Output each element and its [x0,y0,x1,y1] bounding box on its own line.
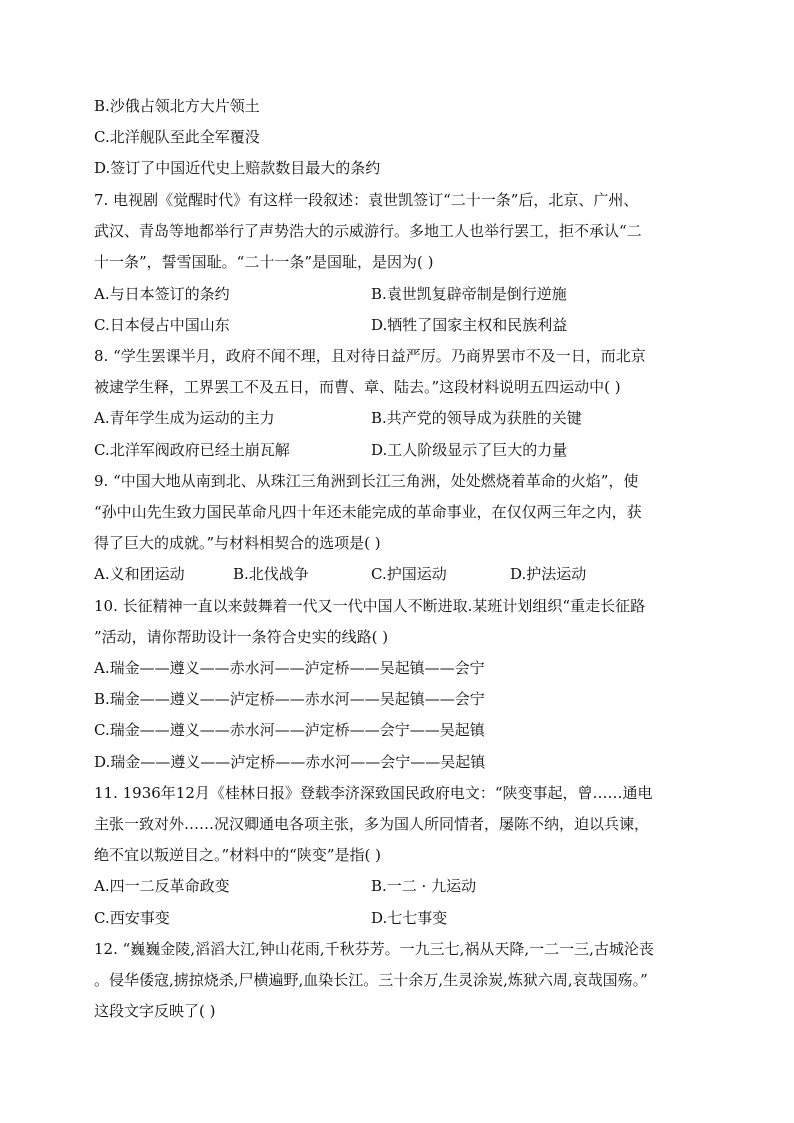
question-8-options-row-2 [94,440,698,460]
option-b: B.袁世凯复辟帝制是倒行逆施 [371,285,567,303]
option-a: A.四一二反革命政变 [94,877,230,895]
option-d: D.工人阶级显示了巨大的力量 [371,441,568,459]
question-9-line-1: 9. “中国大地从南到北、从珠江三角洲到长江三角洲，处处燃烧着革命的火焰”，使 [94,472,639,490]
option-c: C.日本侵占中国山东 [94,316,230,334]
option-d: D.瑞金——遵义——泸定桥——赤水河——会宁——吴起镇 [94,753,486,771]
option-a: A.义和团运动 [94,565,185,583]
question-7-line-3: 十一条”，誓雪国耻。“二十一条”是国耻，是因为( ) [94,253,434,271]
option-b: B.瑞金——遵义——泸定桥——赤水河——吴起镇——会宁 [94,690,485,708]
question-10-line-2: ”活动，请你帮助设计一条符合史实的线路( ) [94,628,389,646]
question-11-options-row-2 [94,908,698,928]
option-d: D.牺牲了国家主权和民族利益 [371,316,568,334]
option-a: A.青年学生成为运动的主力 [94,409,275,427]
question-9-line-3: 得了巨大的成就。”与材料相契合的选项是( ) [94,534,381,552]
option-c: C.西安事变 [94,909,170,927]
option-a: A.瑞金——遵义——赤水河——泸定桥——吴起镇——会宁 [94,659,485,677]
option-c: C.瑞金——遵义——赤水河——泸定桥——会宁——吴起镇 [94,721,485,739]
option-d: D.护法运动 [510,565,587,583]
option-c: C.北洋军阀政府已经土崩瓦解 [94,441,290,459]
question-9-line-2: “孙中山先生致力国民革命凡四十年还未能完成的革命事业，在仅仅两三年之内，获 [94,503,642,521]
question-7-options-row-1 [94,284,698,304]
question-7-line-2: 武汉、青岛等地都举行了声势浩大的示威游行。多地工人也举行罢工，拒不承认“二 [94,222,642,240]
question-12-line-1: 12. “巍巍金陵,滔滔大江,钟山花雨,千秋芬芳。一九三七,祸从天降,一二一三,古城沦丧 [94,940,654,958]
option-b: B.一二 · 九运动 [371,877,477,895]
option-a: A.与日本签订的条约 [94,285,230,303]
question-11-line-2: 主张一致对外……况汉卿通电各项主张，多为国人所同情者，屡陈不纳，迫以兵谏， [94,815,650,833]
option-b: B.沙俄占领北方大片领土 [94,97,260,115]
question-7-line-1: 7. 电视剧《觉醒时代》有这样一段叙述：袁世凯签订“二十一条”后，北京、广州、 [94,191,639,209]
question-8-options-row-1 [94,408,698,428]
question-7-options-row-2 [94,315,698,335]
question-12-line-2: 。侵华倭寇,掳掠烧杀,尸横遍野,血染长江。三十余万,生灵涂炭,炼狱六周,哀哉国殇。” [94,971,648,989]
question-8-line-1: 8. “学生罢课半月，政府不闻不理，且对待日益严厉。乃商界罢市不及一日，而北京 [94,347,646,365]
option-d: D.签订了中国近代史上赔款数目最大的条约 [94,159,381,177]
question-11-line-1: 11. 1936年12月《桂林日报》登载李济深致国民政府电文：“陕变事起，曾……通电 [94,784,653,802]
option-b: B.北伐战争 [233,565,309,583]
question-11-line-3: 绝不宜以叛逆目之。”材料中的“陕变”是指( ) [94,846,381,864]
option-c: C.护国运动 [371,565,447,583]
question-8-line-2: 被逮学生释，工界罢工不及五日，而曹、章、陆去。”这段材料说明五四运动中( ) [94,378,621,396]
question-9-options-row [94,564,698,584]
question-10-line-1: 10. 长征精神一直以来鼓舞着一代又一代中国人不断进取.某班计划组织“重走长征路 [94,597,646,615]
question-12-line-3: 这段文字反映了( ) [94,1002,216,1020]
question-11-options-row-1 [94,876,698,896]
option-d: D.七七事变 [371,909,448,927]
option-b: B.共产党的领导成为获胜的关键 [371,409,582,427]
option-c: C.北洋舰队至此全军覆没 [94,128,260,146]
